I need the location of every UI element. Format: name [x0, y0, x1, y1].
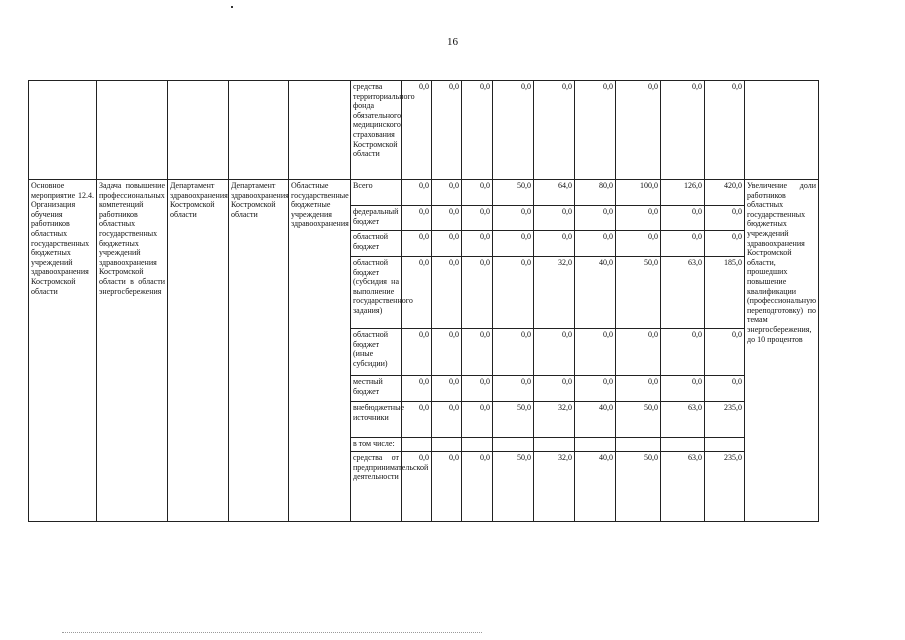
value-cell: 63,0	[661, 402, 705, 438]
funding-source-cell: в том числе:	[351, 438, 402, 452]
scan-artifact-line	[62, 632, 482, 634]
empty-cell	[462, 438, 493, 452]
table-row	[29, 180, 819, 206]
value-cell: 0,0	[616, 376, 661, 402]
value-cell: 32,0	[534, 402, 575, 438]
value-cell: 0,0	[493, 376, 534, 402]
empty-cell	[229, 81, 289, 180]
value-cell: 0,0	[432, 329, 462, 376]
value-cell: 0,0	[493, 329, 534, 376]
value-cell: 32,0	[534, 257, 575, 329]
value-cell: 0,0	[462, 231, 493, 257]
value-cell: 0,0	[661, 231, 705, 257]
value-cell: 50,0	[616, 402, 661, 438]
value-cell: 0,0	[493, 231, 534, 257]
value-cell: 0,0	[493, 206, 534, 231]
value-cell: 0,0	[432, 81, 462, 180]
empty-cell	[534, 438, 575, 452]
value-cell: 420,0	[705, 180, 745, 206]
value-cell: 0,0	[432, 180, 462, 206]
value-cell: 0,0	[534, 81, 575, 180]
value-cell: 0,0	[432, 231, 462, 257]
value-cell: 0,0	[616, 206, 661, 231]
empty-cell	[432, 438, 462, 452]
value-cell: 32,0	[534, 452, 575, 522]
value-cell: 0,0	[462, 402, 493, 438]
value-cell: 0,0	[493, 81, 534, 180]
value-cell: 0,0	[661, 81, 705, 180]
budget-table	[28, 80, 819, 522]
value-cell: 0,0	[616, 81, 661, 180]
value-cell: 0,0	[661, 376, 705, 402]
value-cell: 0,0	[534, 329, 575, 376]
page-number: 16	[447, 36, 458, 48]
value-cell: 0,0	[462, 376, 493, 402]
value-cell: 50,0	[493, 452, 534, 522]
value-cell: 0,0	[534, 231, 575, 257]
empty-cell	[705, 438, 745, 452]
value-cell: 0,0	[575, 329, 616, 376]
empty-cell	[97, 81, 168, 180]
participants-cell: Областные государственные бюджетные учреждения здравоохранения	[289, 180, 351, 522]
value-cell: 50,0	[616, 257, 661, 329]
value-cell: 40,0	[575, 257, 616, 329]
empty-cell	[575, 438, 616, 452]
value-cell: 0,0	[402, 257, 432, 329]
value-cell: 0,0	[575, 81, 616, 180]
measure-name-cell: Основное мероприятие 12.4. Организация обучения работников областных государственных бюджетных учреждений здравоохранения Костромской области	[29, 180, 97, 522]
value-cell: 0,0	[462, 206, 493, 231]
funding-source-cell: внебюджетные источники	[351, 402, 402, 438]
value-cell: 0,0	[534, 206, 575, 231]
scan-speck	[231, 6, 233, 8]
value-cell: 0,0	[432, 206, 462, 231]
task-cell: Задача повышение профессиональных компетенций работников областных государственных бюджетных учреждений здравоохранения Костромской области в области энергосбережения	[97, 180, 168, 522]
value-cell: 0,0	[402, 206, 432, 231]
value-cell: 0,0	[432, 452, 462, 522]
value-cell: 0,0	[402, 329, 432, 376]
value-cell: 0,0	[705, 329, 745, 376]
value-cell: 0,0	[462, 452, 493, 522]
funding-source-cell: областной бюджет	[351, 231, 402, 257]
value-cell: 50,0	[493, 180, 534, 206]
value-cell: 0,0	[661, 206, 705, 231]
value-cell: 64,0	[534, 180, 575, 206]
table-row	[29, 81, 819, 180]
funding-source-cell: Всего	[351, 180, 402, 206]
value-cell: 185,0	[705, 257, 745, 329]
value-cell: 0,0	[534, 376, 575, 402]
value-cell: 0,0	[705, 376, 745, 402]
value-cell: 0,0	[462, 329, 493, 376]
empty-cell	[402, 438, 432, 452]
value-cell: 0,0	[402, 376, 432, 402]
value-cell: 0,0	[661, 329, 705, 376]
value-cell: 0,0	[432, 376, 462, 402]
value-cell: 0,0	[616, 329, 661, 376]
value-cell: 63,0	[661, 257, 705, 329]
value-cell: 0,0	[575, 376, 616, 402]
value-cell: 0,0	[462, 180, 493, 206]
empty-cell	[661, 438, 705, 452]
empty-cell	[616, 438, 661, 452]
funding-source-cell: областной бюджет (субсидия на выполнение государственного задания)	[351, 257, 402, 329]
empty-cell	[168, 81, 229, 180]
value-cell: 40,0	[575, 402, 616, 438]
empty-cell	[289, 81, 351, 180]
funding-source-cell: областной бюджет (иные субсидии)	[351, 329, 402, 376]
value-cell: 0,0	[616, 231, 661, 257]
value-cell: 0,0	[575, 231, 616, 257]
value-cell: 0,0	[402, 402, 432, 438]
value-cell: 40,0	[575, 452, 616, 522]
funding-source-cell: федеральный бюджет	[351, 206, 402, 231]
value-cell: 0,0	[402, 452, 432, 522]
value-cell: 0,0	[462, 257, 493, 329]
value-cell: 50,0	[493, 402, 534, 438]
funding-source-cell: средства от предпринимательской деятельности	[351, 452, 402, 522]
value-cell: 0,0	[462, 81, 493, 180]
empty-cell	[29, 81, 97, 180]
value-cell: 0,0	[402, 81, 432, 180]
value-cell: 0,0	[705, 231, 745, 257]
funding-source-cell: средства территориального фонда обязательного медицинского страхования Костромской области	[351, 81, 402, 180]
funding-source-cell: местный бюджет	[351, 376, 402, 402]
value-cell: 100,0	[616, 180, 661, 206]
value-cell: 80,0	[575, 180, 616, 206]
value-cell: 0,0	[705, 206, 745, 231]
value-cell: 126,0	[661, 180, 705, 206]
value-cell: 0,0	[402, 180, 432, 206]
value-cell: 0,0	[402, 231, 432, 257]
responsible-executor-cell: Департамент здравоохранения Костромской области	[168, 180, 229, 522]
value-cell: 235,0	[705, 452, 745, 522]
value-cell: 0,0	[575, 206, 616, 231]
empty-cell	[493, 438, 534, 452]
coexecutor-cell: Департамент здравоохранения Костромской области	[229, 180, 289, 522]
value-cell: 0,0	[432, 402, 462, 438]
value-cell: 0,0	[493, 257, 534, 329]
value-cell: 50,0	[616, 452, 661, 522]
value-cell: 0,0	[432, 257, 462, 329]
value-cell: 0,0	[705, 81, 745, 180]
value-cell: 63,0	[661, 452, 705, 522]
expected-result-cell: Увеличение доли работников областных государственных бюджетных учреждений здравоохранения Костромской области, прошедших повышение квалификации (профессиональную переподготовку) по темам энергосбережения, до 10 процентов	[745, 180, 819, 522]
empty-cell	[745, 81, 819, 180]
value-cell: 235,0	[705, 402, 745, 438]
